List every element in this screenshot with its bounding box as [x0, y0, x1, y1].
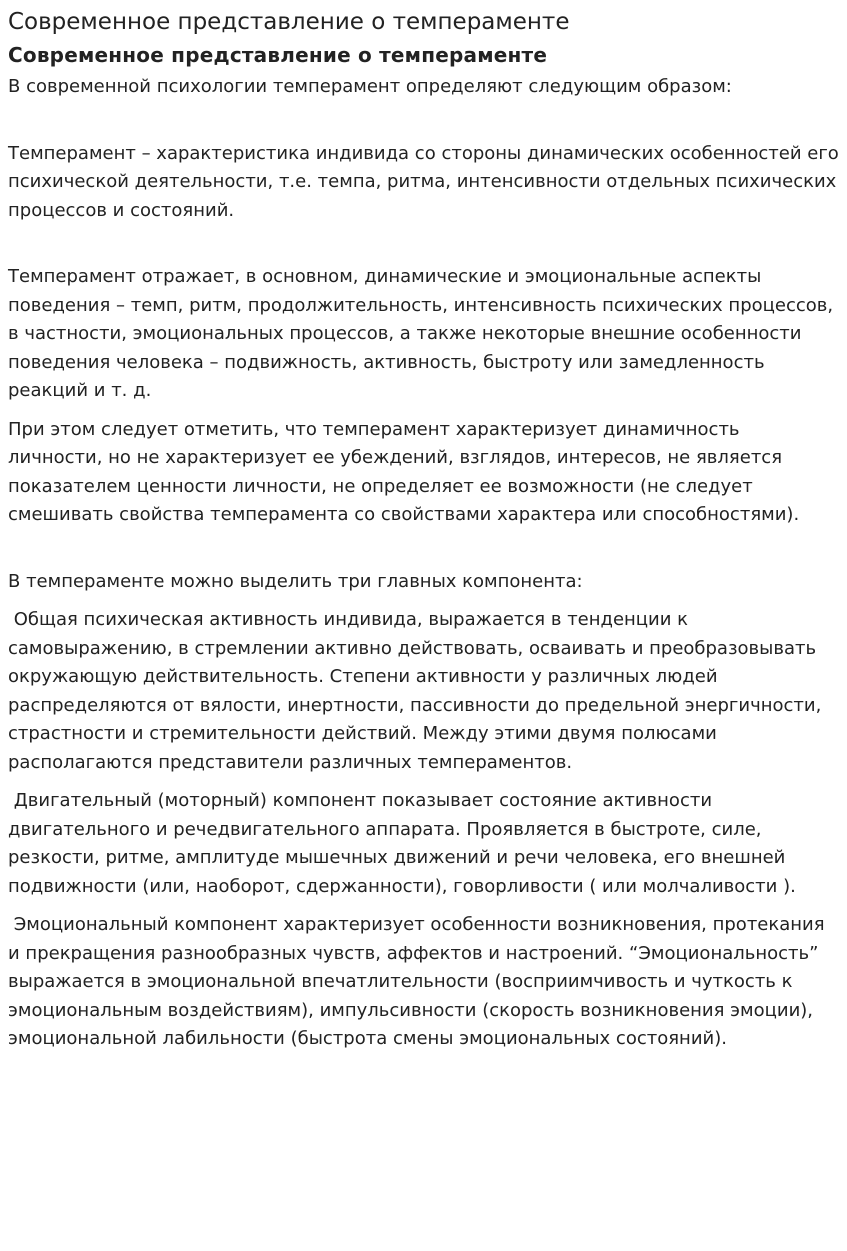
article-heading: Современное представление о темпераменте: [8, 43, 548, 67]
page-title: Современное представление о темпераменте: [8, 9, 570, 35]
component-emotional-paragraph: Эмоциональный компонент характеризует особенности возникновения, протекания и прекращения разнообразных чувств, аффектов и настроений. “Эмоциональность” выражается в эмоциональной впечатлительности (восприимчивость и чуткость к эмоциональным воздействиям), импульсивности (скорость возникновения эмоции), эмоциональной лабильности (быстрота смены эмоциональных состояний).: [8, 914, 825, 1049]
components-intro-paragraph: В темпераменте можно выделить три главных компонента:: [8, 570, 583, 592]
component-activity-paragraph: Общая психическая активность индивида, выражается в тенденции к самовыражению, в стремлении активно действовать, осваивать и преобразовывать окружающую действительность. Степени активности у различных людей распределяются от вялости, инертности, пассивности до предельной энергичности, страстности и стремительности действий. Между этими двумя полюсами располагаются представители различных темпераментов.: [8, 609, 822, 773]
definition-paragraph: Темперамент – характеристика индивида со стороны динамических особенностей его психической деятельности, т.е. темпа, ритма, интенсивности отдельных психических процессов и состояний.: [8, 142, 839, 221]
component-motor-paragraph: Двигательный (моторный) компонент показывает состояние активности двигательного и речедвигательного аппарата. Проявляется в быстроте, силе, резкости, ритме, амплитуде мышечных движений и речи человека, его внешней подвижности (или, наоборот, сдержанности), говорливости ( или молчаливости ).: [8, 790, 796, 897]
aspects-paragraph: Темперамент отражает, в основном, динамические и эмоциональные аспекты поведения – темп, ритм, продолжительность, интенсивность психических процессов, в частности, эмоциональных процессов, а также некоторые внешние особенности поведения человека – подвижность, активность, быстроту или замедленность реакций и т. д.: [8, 266, 834, 401]
note-paragraph: При этом следует отметить, что темперамент характеризует динамичность личности, но не характеризует ее убеждений, взглядов, интересов, не является показателем ценности личности, не определяет ее возможности (не следует смешивать свойства темперамента со свойствами характера или способностями).: [8, 418, 800, 525]
intro-paragraph: В современной психологии темперамент определяют следующим образом:: [8, 76, 732, 97]
